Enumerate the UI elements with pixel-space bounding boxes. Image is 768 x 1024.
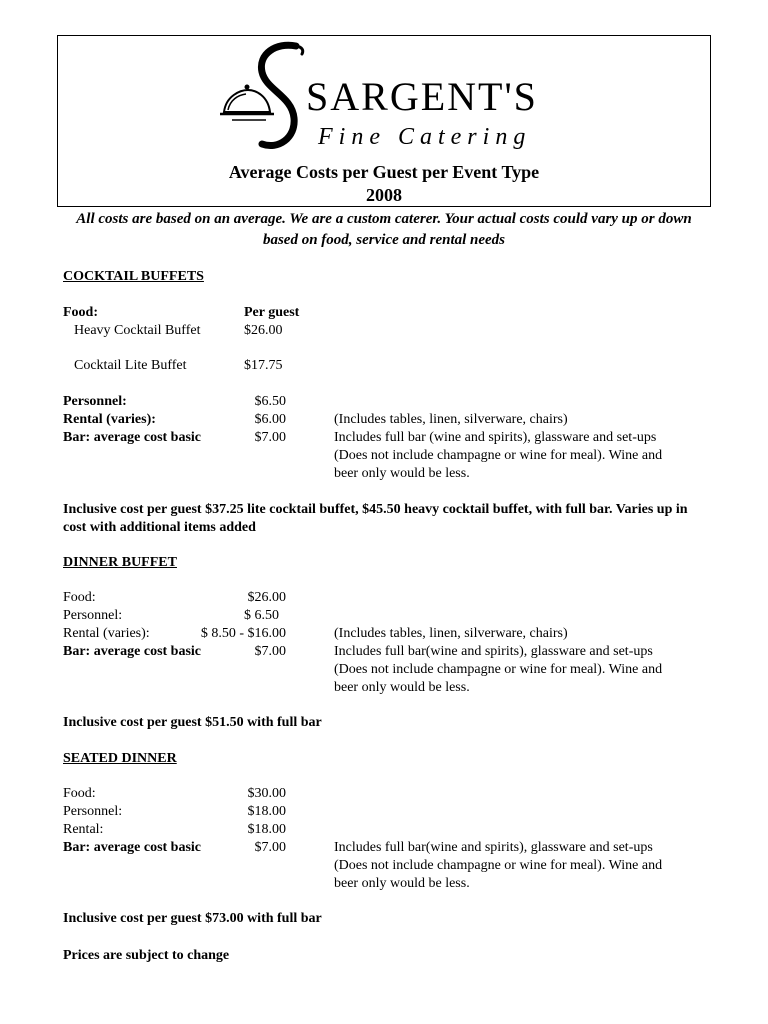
page-year: 2008	[366, 185, 402, 205]
dinner-rental-note: (Includes tables, linen, silverware, chairs)	[334, 626, 568, 641]
seated-food-label: Food:	[63, 786, 96, 801]
cocktail-bar-note-3: beer only would be less.	[334, 466, 470, 481]
cocktail-rental-label: Rental (varies):	[63, 412, 156, 427]
dinner-food-label: Food:	[63, 590, 96, 605]
dinner-bar-label: Bar: average cost basic	[63, 644, 202, 659]
dinner-buffet-heading: DINNER BUFFET	[63, 555, 177, 570]
dinner-rental-label: Rental (varies):	[63, 626, 150, 641]
seated-rental-value: $18.00	[247, 822, 286, 837]
dinner-personnel-label: Personnel:	[63, 608, 123, 623]
seated-food-value: $30.00	[247, 786, 286, 801]
cocktail-bar-value: $7.00	[254, 430, 286, 445]
seated-personnel-value: $18.00	[247, 804, 286, 819]
seated-bar-value: $7.00	[254, 840, 286, 855]
seated-inclusive: Inclusive cost per guest $73.00 with full bar	[63, 911, 322, 926]
dinner-bar-note-2: (Does not include champagne or wine for meal). Wine and	[334, 662, 663, 677]
cocktail-rental-note: (Includes tables, linen, silverware, chairs)	[334, 412, 568, 427]
dinner-personnel-value: $ 6.50	[244, 608, 279, 623]
cocktail-heading: COCKTAIL BUFFETS	[63, 269, 204, 284]
seated-bar-note-1: Includes full bar(wine and spirits), glassware and set-ups	[334, 840, 653, 855]
dinner-food-value: $26.00	[247, 590, 286, 605]
cocktail-food-label: Food:	[63, 305, 98, 320]
dinner-bar-note-3: beer only would be less.	[334, 680, 470, 695]
cocktail-personnel-value: $6.50	[254, 394, 286, 409]
cocktail-bar-note-1: Includes full bar (wine and spirits), glassware and set-ups	[334, 430, 657, 445]
cocktail-personnel-label: Personnel:	[63, 394, 127, 409]
seated-dinner-heading: SEATED DINNER	[63, 751, 177, 766]
seated-bar-note-2: (Does not include champagne or wine for meal). Wine and	[334, 858, 663, 873]
logo-s-swash	[261, 45, 296, 145]
dinner-rental-value: $ 8.50 - $16.00	[200, 626, 286, 641]
heavy-buffet-label: Heavy Cocktail Buffet	[74, 323, 201, 338]
seated-personnel-label: Personnel:	[63, 804, 123, 819]
logo-name: SARGENT'S	[306, 74, 538, 119]
sargents-logo	[218, 40, 548, 152]
seated-bar-label: Bar: average cost basic	[63, 840, 202, 855]
lite-buffet-value: $17.75	[244, 358, 283, 373]
seated-rental-label: Rental:	[63, 822, 104, 837]
page-title: Average Costs per Guest per Event Type	[228, 162, 540, 182]
cocktail-rental-value: $6.00	[254, 412, 286, 427]
dinner-bar-note-1: Includes full bar(wine and spirits), glassware and set-ups	[334, 644, 653, 659]
dinner-inclusive: Inclusive cost per guest $51.50 with full bar	[63, 715, 322, 730]
cloche-icon	[220, 85, 274, 121]
cocktail-per-guest: Per guest	[244, 305, 300, 320]
price-change-notice: Prices are subject to change	[63, 948, 230, 963]
cocktail-bar-label: Bar: average cost basic	[63, 430, 202, 445]
heavy-buffet-value: $26.00	[244, 323, 283, 338]
cocktail-inclusive: Inclusive cost per guest $37.25 lite cocktail buffet, $45.50 heavy cocktail buffet, with full bar. Varies up in cost with additional items added	[63, 502, 688, 535]
logo-tagline: Fine Catering	[318, 124, 532, 150]
cocktail-bar-note-2: (Does not include champagne or wine for meal). Wine and	[334, 448, 663, 463]
disclaimer: All costs are based on an average. We are a custom caterer. Your actual costs could vary up or down based on food, service and rental needs	[76, 211, 692, 248]
seated-bar-note-3: beer only would be less.	[334, 876, 470, 891]
dinner-bar-value: $7.00	[254, 644, 286, 659]
lite-buffet-label: Cocktail Lite Buffet	[74, 358, 187, 373]
